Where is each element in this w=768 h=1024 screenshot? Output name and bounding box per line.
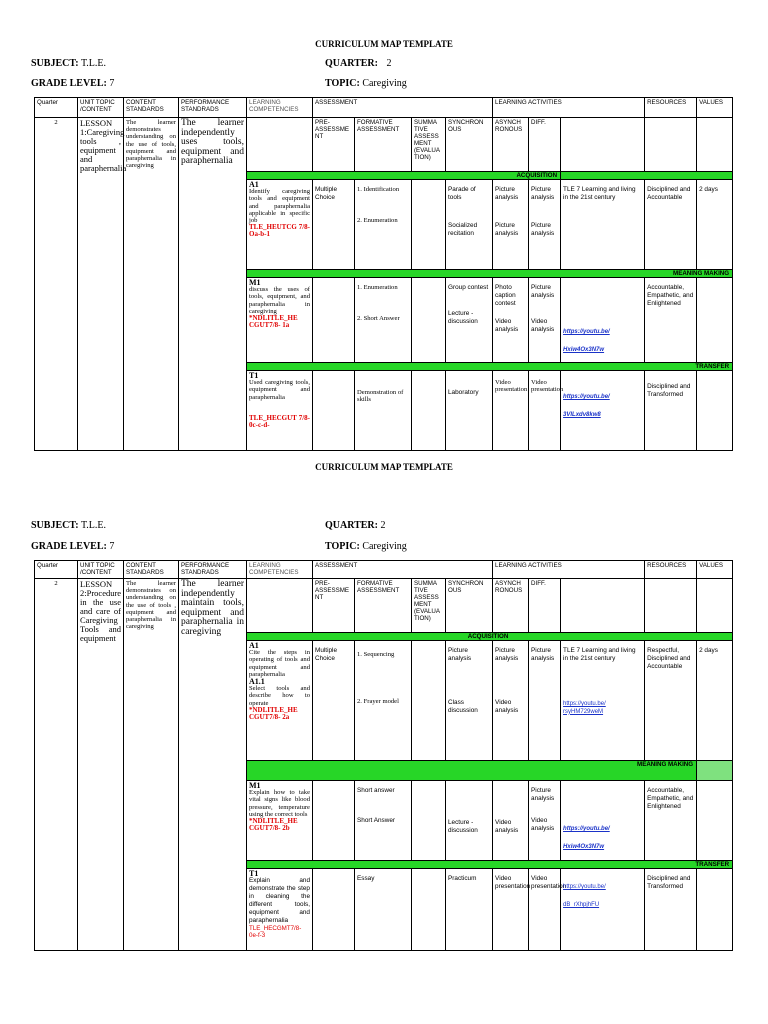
competency-code: M1 — [249, 278, 261, 287]
topic-line — [325, 78, 407, 89]
formative-assessment — [355, 781, 412, 861]
formative-assessment — [355, 278, 412, 363]
col-header-content-standards: CONTENT STANDARDS — [124, 561, 179, 579]
resource-link[interactable]: https://youtu.be/ 3VlLxdv8kw8 — [563, 394, 610, 418]
empty-cell — [697, 278, 733, 363]
activity-item: Socialized recitation — [448, 222, 478, 237]
sub-header-diff: DIFF. — [529, 579, 561, 633]
quarter-value: 2 — [380, 520, 386, 531]
pre-assessment: Multiple Choice — [313, 641, 355, 761]
empty-cell — [645, 579, 697, 633]
quarter-label: QUARTER: — [325, 520, 378, 531]
empty-cell — [313, 781, 355, 861]
asynchronous-activity: Video analysis — [493, 781, 529, 861]
empty-cell — [313, 278, 355, 363]
formative-assessment: Essay — [355, 869, 412, 951]
quarter-line — [325, 58, 391, 69]
diff-activity: Video presentation — [529, 371, 561, 451]
section-meaning-making: MEANING MAKING — [247, 270, 733, 278]
empty-cell — [313, 869, 355, 951]
resource-link[interactable]: https://youtu.be/ rsyHM729weM — [563, 701, 606, 715]
unit-topic-cell: LESSON 1:Caregiving tools , equipment and paraphernalia — [78, 118, 124, 451]
competency-code: M1 — [249, 781, 261, 790]
resources-cell — [561, 371, 645, 451]
activity-item: Picture analysis — [531, 186, 555, 201]
subject-line — [31, 520, 106, 531]
activity-item: Picture analysis — [448, 647, 472, 662]
col-header-assessment: ASSESSMENT — [313, 561, 493, 579]
quarter-line — [325, 520, 385, 531]
sub-header-formative: FORMATIVE ASSESSMENT — [355, 579, 412, 633]
values-cell: Respectful, Disciplined and Accountable — [645, 641, 697, 761]
curriculum-map-table-1 — [34, 97, 733, 451]
competency-tag: TLE_HECGUT 7/8-0c-c-d- — [249, 413, 310, 430]
synchronous-activity: Laboratory — [446, 371, 493, 451]
diff-activity: Picture analysis — [529, 641, 561, 761]
synchronous-activity — [446, 641, 493, 761]
competency-code: A1 — [249, 641, 259, 650]
summative-cell — [412, 180, 446, 270]
summative-cell — [412, 371, 446, 451]
subheader-row — [35, 118, 733, 172]
subject-value: T.L.E. — [80, 58, 107, 69]
asynchronous-activity — [493, 278, 529, 363]
col-header-content-standards: CONTENT STANDARDS — [124, 98, 179, 118]
competency-a1 — [247, 180, 313, 270]
formative-item: 1. Sequencing — [357, 651, 395, 658]
quarter-cell: 2 — [35, 118, 78, 451]
sub-header-summative: SUMMA TIVE ASSESS MENT (EVALUA TION) — [412, 579, 446, 633]
quarter-label: QUARTER: — [325, 58, 378, 69]
formative-item: 2. Enumeration — [357, 217, 398, 225]
subject-line — [31, 58, 106, 69]
sub-header-summative: SUMMA TIVE ASSESS MENT (EVALUA TION) — [412, 118, 446, 172]
competency-text: Explain how to take vital signs like blood pressure, temperature using the correct tools — [249, 789, 310, 818]
pre-assessment: Multiple Choice — [313, 180, 355, 270]
summative-cell — [412, 781, 446, 861]
section-meaning-making: MEANING MAKING — [247, 761, 697, 781]
col-header-assessment: ASSESSMENT — [313, 98, 493, 118]
activity-item: Picture analysis — [531, 284, 555, 299]
diff-activity: Video presentation — [529, 869, 561, 951]
resources-cell — [561, 278, 645, 363]
synchronous-activity — [446, 180, 493, 270]
empty-cell — [697, 781, 733, 861]
competency-tag: TLE_HECGMT7/8- 0e-f-3 — [249, 925, 302, 940]
topic-label: TOPIC: — [325, 78, 360, 89]
asynchronous-activity: Video presentation — [493, 371, 529, 451]
sub-header-pre-assessment: PRE- ASSESSME NT — [313, 579, 355, 633]
competency-code: T1 — [249, 371, 259, 380]
empty-cell — [697, 869, 733, 951]
competency-a1 — [247, 641, 313, 761]
activity-item: Group contest — [448, 284, 489, 291]
activity-item: Picture analysis — [495, 222, 519, 237]
summative-cell — [412, 641, 446, 761]
col-header-learning-competencies: LEARNING COMPETENCIES — [247, 561, 313, 579]
topic-label: TOPIC: — [325, 541, 360, 552]
activity-item: Class discussion — [448, 699, 478, 714]
empty-cell — [645, 118, 697, 172]
col-header-values: VALUES — [697, 561, 733, 579]
activity-item: Video analysis — [495, 699, 519, 714]
grade-level-label: GRADE LEVEL: — [31, 78, 107, 89]
diff-activity — [529, 278, 561, 363]
competency-code: T1 — [249, 869, 259, 878]
document-title: CURRICULUM MAP TEMPLATE — [315, 39, 453, 49]
asynchronous-activity: Video presentation — [493, 869, 529, 951]
activity-item: Picture analysis — [495, 186, 519, 201]
time-cell: 2 days — [697, 641, 733, 761]
competency-text: Identify caregiving tools and equipment and paraphernalia applicable in specific job — [249, 188, 310, 225]
grade-level-label: GRADE LEVEL: — [31, 541, 107, 552]
empty-cell — [697, 579, 733, 633]
activity-item: Video analysis — [495, 318, 519, 333]
activity-item: Picture analysis — [531, 222, 555, 237]
activity-item: Video analysis — [531, 318, 555, 333]
col-header-resources: RESOURCES — [645, 98, 697, 118]
section-acquisition: ACQUISITION — [247, 172, 561, 180]
col-header-performance-standards: PERFORMANCE STANDRADS — [179, 561, 247, 579]
asynchronous-activity — [493, 641, 529, 761]
performance-standards-cell: The learner independently maintain tools, equipment and paraphernalia in caregiving — [179, 579, 247, 951]
topic-value: Caregiving — [362, 541, 407, 552]
activity-item: Picture analysis — [495, 647, 519, 662]
topic-value: Caregiving — [362, 78, 407, 89]
empty-cell — [313, 371, 355, 451]
unit-topic-cell: LESSON 2:Procedure in the use and care of Caregiving Tools and equipment — [78, 579, 124, 951]
col-header-performance-standards: PERFORMANCE STANDRADS — [179, 98, 247, 118]
resource-text: TLE 7 Learning and living in the 21st century — [563, 647, 636, 662]
formative-item: Short Answer — [357, 817, 396, 824]
col-header-unit-topic: UNIT TOPIC /CONTENT — [78, 561, 124, 579]
diff-activity — [529, 781, 561, 861]
competency-m1 — [247, 781, 313, 861]
grade-level-value: 7 — [109, 78, 115, 89]
sub-header-asynchronous: ASYNCH RONOUS — [493, 118, 529, 172]
synchronous-activity: Lecture - discussion — [446, 781, 493, 861]
activity-item: Photo caption contest — [495, 284, 516, 307]
quarter-value: 2 — [386, 58, 392, 69]
subheader-row — [35, 579, 733, 633]
col-header-learning-competencies: LEARNING COMPETENCIES — [247, 98, 313, 118]
col-header-quarter: Quarter — [35, 98, 78, 118]
competency-text: Cite the steps in operating of tools and equipment and paraphernalia — [249, 649, 310, 678]
resources-cell — [561, 641, 645, 761]
formative-item: 1. Enumeration — [357, 284, 398, 291]
subject-label: SUBJECT: — [31, 520, 79, 531]
col-header-learning-activities: LEARNING ACTIVITIES — [493, 561, 645, 579]
values-cell: Accountable, Empathetic, and Enlightened — [645, 278, 697, 363]
values-cell: Disciplined and Accountable — [645, 180, 697, 270]
competency-text-2: Select tools and describe how to operate — [249, 685, 310, 707]
synchronous-activity: Practicum — [446, 869, 493, 951]
summative-cell — [412, 278, 446, 363]
green-fill — [697, 761, 733, 781]
formative-item: Short answer — [357, 787, 395, 794]
sub-header-diff: DIFF. — [529, 118, 561, 172]
asynchronous-activity — [493, 180, 529, 270]
activity-item: Parade of tools — [448, 186, 476, 201]
sub-header-formative: FORMATIVE ASSESSMENT — [355, 118, 412, 172]
resource-link[interactable]: https://youtu.be/ Hxiw4Ox3N7w — [563, 329, 610, 353]
section-transfer: TRANSFER — [247, 861, 733, 869]
formative-assessment: Demonstration of skills — [355, 371, 412, 451]
synchronous-activity — [446, 278, 493, 363]
performance-standards-cell: The learner independently uses tools, equipment and paraphernalia — [179, 118, 247, 451]
formative-assessment — [355, 641, 412, 761]
competency-tag: *NDLITLE_HE CGUT7/8- 2a — [249, 705, 298, 722]
activity-item: Picture analysis — [531, 787, 555, 802]
col-header-quarter: Quarter — [35, 561, 78, 579]
subject-value: T.L.E. — [80, 520, 107, 531]
values-cell: Accountable, Empathetic, and Enlightened — [645, 781, 697, 861]
competency-tag: *NDLITLE_HE CGUT7/8- 2b — [249, 817, 298, 833]
content-standards-cell: The learner demonstrates on understanding on the use of tools , equipment and paraphernalia in caregiving — [124, 579, 179, 951]
header-row — [35, 98, 733, 118]
empty-cell — [247, 579, 313, 633]
content-standards-cell: The learner demonstrates understanding on the use of tools, equipment and paraphernalia in caregiving — [124, 118, 179, 451]
competency-text: Explain and demonstrate the step in cleaning the different tools, equipment and paraphernalia — [249, 877, 310, 925]
empty-cell — [697, 371, 733, 451]
grade-level-line — [31, 541, 114, 552]
competency-t1 — [247, 371, 313, 451]
sub-header-synchronous: SYNCHRON OUS — [446, 118, 493, 172]
competency-tag: *NDLITLE_HE CGUT7/8- 1a — [249, 314, 298, 330]
activity-item: Lecture - discussion — [448, 310, 478, 325]
empty-cell — [247, 118, 313, 172]
resources-cell: TLE 7 Learning and living in the 21st century — [561, 180, 645, 270]
green-fill — [561, 172, 733, 180]
col-header-values: VALUES — [697, 98, 733, 118]
values-cell: Disciplined and Transformed — [645, 371, 697, 451]
competency-t1 — [247, 869, 313, 951]
competency-code: A1 — [249, 180, 259, 189]
empty-cell — [697, 118, 733, 172]
sub-header-synchronous: SYNCHRON OUS — [446, 579, 493, 633]
empty-cell — [561, 118, 645, 172]
subject-label: SUBJECT: — [31, 58, 79, 69]
activity-item: Video analysis — [531, 817, 555, 832]
resources-cell — [561, 781, 645, 861]
document-title: CURRICULUM MAP TEMPLATE — [315, 462, 453, 472]
grade-level-line — [31, 78, 114, 89]
competency-code-2: A1.1 — [249, 677, 265, 687]
sub-header-pre-assessment: PRE- ASSESSME NT — [313, 118, 355, 172]
competency-m1 — [247, 278, 313, 363]
col-header-learning-activities: LEARNING ACTIVITIES — [493, 98, 645, 118]
resources-cell — [561, 869, 645, 951]
empty-cell — [561, 579, 645, 633]
section-transfer: TRANSFER — [247, 363, 733, 371]
competency-text: discuss the uses of tools, equipment, and paraphernalia in caregiving — [249, 286, 310, 315]
formative-item: 2. Frayer model — [357, 698, 399, 706]
formative-assessment — [355, 180, 412, 270]
header-row — [35, 561, 733, 579]
section-acquisition: ACQUISITION — [247, 633, 733, 641]
competency-tag: TLE_HEUTCG 7/8-Oa-b-1 — [249, 223, 310, 239]
values-cell: Disciplined and Transformed — [645, 869, 697, 951]
col-header-resources: RESOURCES — [645, 561, 697, 579]
resource-link[interactable]: https://youtu.be/ dB_rXhpjhFU — [563, 884, 606, 908]
topic-line — [325, 541, 407, 552]
diff-activity — [529, 180, 561, 270]
competency-text: Used caregiving tools, equipment and paraphernalia — [249, 379, 310, 401]
formative-item: 1. Identification — [357, 186, 400, 193]
grade-level-value: 7 — [109, 541, 115, 552]
formative-item: 2. Short Answer — [357, 315, 400, 323]
quarter-cell: 2 — [35, 579, 78, 951]
col-header-unit-topic: UNIT TOPIC /CONTENT — [78, 98, 124, 118]
resource-link[interactable]: https://youtu.be/ Hxiw4Ox3N7w — [563, 826, 610, 850]
time-cell: 2 days — [697, 180, 733, 270]
curriculum-map-table-2 — [34, 560, 733, 951]
summative-cell — [412, 869, 446, 951]
sub-header-asynchronous: ASYNCH RONOUS — [493, 579, 529, 633]
